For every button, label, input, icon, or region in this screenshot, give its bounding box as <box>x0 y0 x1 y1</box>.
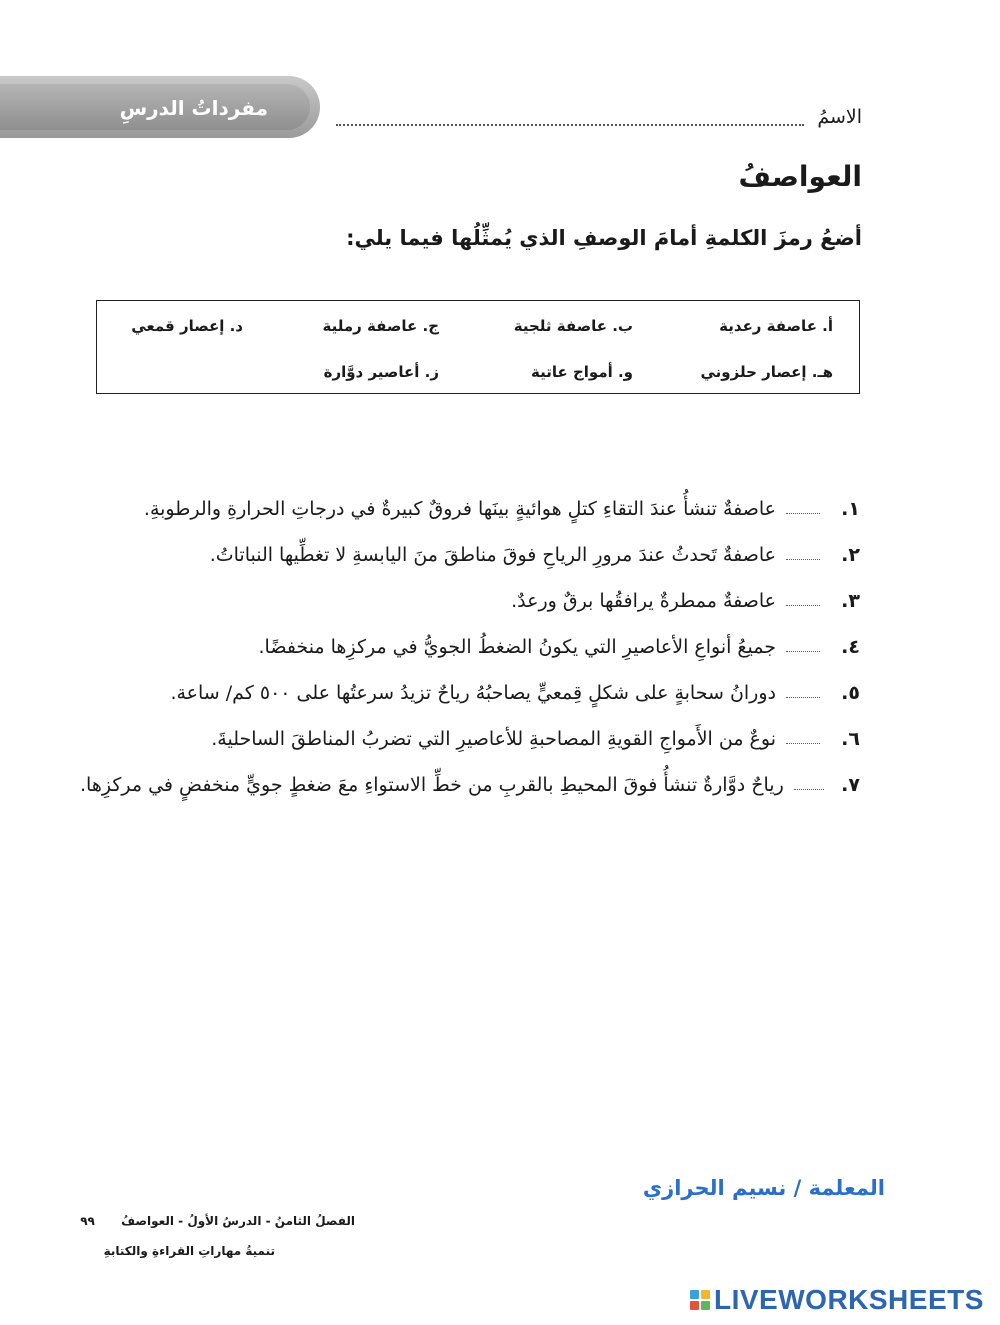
questions-list <box>80 486 860 808</box>
answer-blank[interactable] <box>786 505 820 514</box>
question-number: ٢. <box>841 544 860 566</box>
word-bank-item: د. إعصار قمعي <box>131 317 243 335</box>
answer-blank[interactable] <box>786 643 820 652</box>
word-bank-item: و. أمواج عاتية <box>531 363 633 381</box>
question-text: جميعُ أنواعِ الأعاصيرِ التي يكونُ الضغطُ الجويُّ في مركزِها منخفضًا. <box>258 636 776 658</box>
footer-chapter <box>80 1214 355 1228</box>
liveworksheets-logo-icon <box>690 1290 710 1310</box>
question-row <box>80 578 860 624</box>
question-number: ٦. <box>841 728 860 750</box>
footer-book-title: تنميةُ مهاراتِ القراءةِ والكتابةِ <box>103 1244 275 1258</box>
word-bank-item: ج. عاصفة رملية <box>322 317 439 335</box>
word-bank-box <box>96 300 860 394</box>
name-field[interactable] <box>336 124 804 126</box>
word-bank-item: ب. عاصفة ثلجية <box>513 317 633 335</box>
logo-square <box>690 1290 699 1299</box>
question-text: دورانُ سحابةٍ على شكلٍ قِمعيٍّ يصاحبُهُ رياحٌ تزيدُ سرعتُها على ٥٠٠ كم/ ساعة. <box>170 682 776 704</box>
question-text: رياحٌ دوَّارةٌ تنشأُ فوقَ المحيطِ بالقربِ من خطِّ الاستواءِ معَ ضغطٍ جويٍّ منخفضٍ في مركزِها. <box>80 774 784 796</box>
answer-blank[interactable] <box>786 597 820 606</box>
question-row <box>80 624 860 670</box>
question-row <box>80 532 860 578</box>
lesson-vocab-tab-inner <box>0 84 310 130</box>
question-number: ٧. <box>841 774 860 796</box>
answer-blank[interactable] <box>794 781 824 790</box>
liveworksheets-brand[interactable] <box>690 1284 984 1316</box>
brand-name: LIVEWORKSHEETS <box>714 1284 984 1315</box>
logo-square <box>701 1290 710 1299</box>
instruction-text: أضعُ رمزَ الكلمةِ أمامَ الوصفِ الذي يُمثِّلُها فيما يلي: <box>346 226 862 250</box>
question-row <box>80 762 860 808</box>
name-label <box>817 106 862 128</box>
footer-chapter-text: الفصلُ الثامنُ - الدرسُ الأولُ - العواصفُ <box>121 1214 355 1228</box>
logo-square <box>701 1301 710 1310</box>
question-text: عاصفةٌ تَحدثُ عندَ مرورِ الرياحِ فوقَ مناطقَ منَ اليابسةِ لا تغطِّيها النباتاتُ. <box>209 544 776 566</box>
question-row <box>80 716 860 762</box>
logo-square <box>690 1301 699 1310</box>
teacher-name: المعلمة / نسيم الحرازي <box>642 1176 885 1200</box>
question-row <box>80 670 860 716</box>
question-text: عاصفةٌ تنشأُ عندَ التقاءِ كتلٍ هوائيةٍ بينَها فروقٌ كبيرةٌ في درجاتِ الحرارةِ والرطوبةِ. <box>143 498 776 520</box>
answer-blank[interactable] <box>786 689 820 698</box>
lesson-vocab-label: مفرداتُ الدرسِ <box>119 96 268 120</box>
question-text: نوعٌ من الأَمواجِ القويةِ المصاحبةِ للأعاصيرِ التي تضربُ المناطقَ الساحليةَ. <box>211 728 776 750</box>
question-number: ٤. <box>841 636 860 658</box>
lesson-vocab-tab <box>0 76 320 138</box>
word-bank-item: ز. أعاصير دوَّارة <box>323 363 439 381</box>
name-label-text: الاسمُ <box>817 106 862 128</box>
question-number: ٣. <box>841 590 860 612</box>
answer-blank[interactable] <box>786 735 820 744</box>
question-row <box>80 486 860 532</box>
page-number: ٩٩ <box>80 1214 95 1228</box>
question-text: عاصفةٌ ممطرةٌ يرافقُها برقٌ ورعدٌ. <box>511 590 776 612</box>
word-bank-item: أ. عاصفة رعدية <box>719 317 833 335</box>
word-bank-item: هـ. إعصار حلزوني <box>700 363 833 381</box>
answer-blank[interactable] <box>786 551 820 560</box>
question-number: ١. <box>841 498 860 520</box>
page-title: العواصفُ <box>738 160 862 193</box>
question-number: ٥. <box>841 682 860 704</box>
